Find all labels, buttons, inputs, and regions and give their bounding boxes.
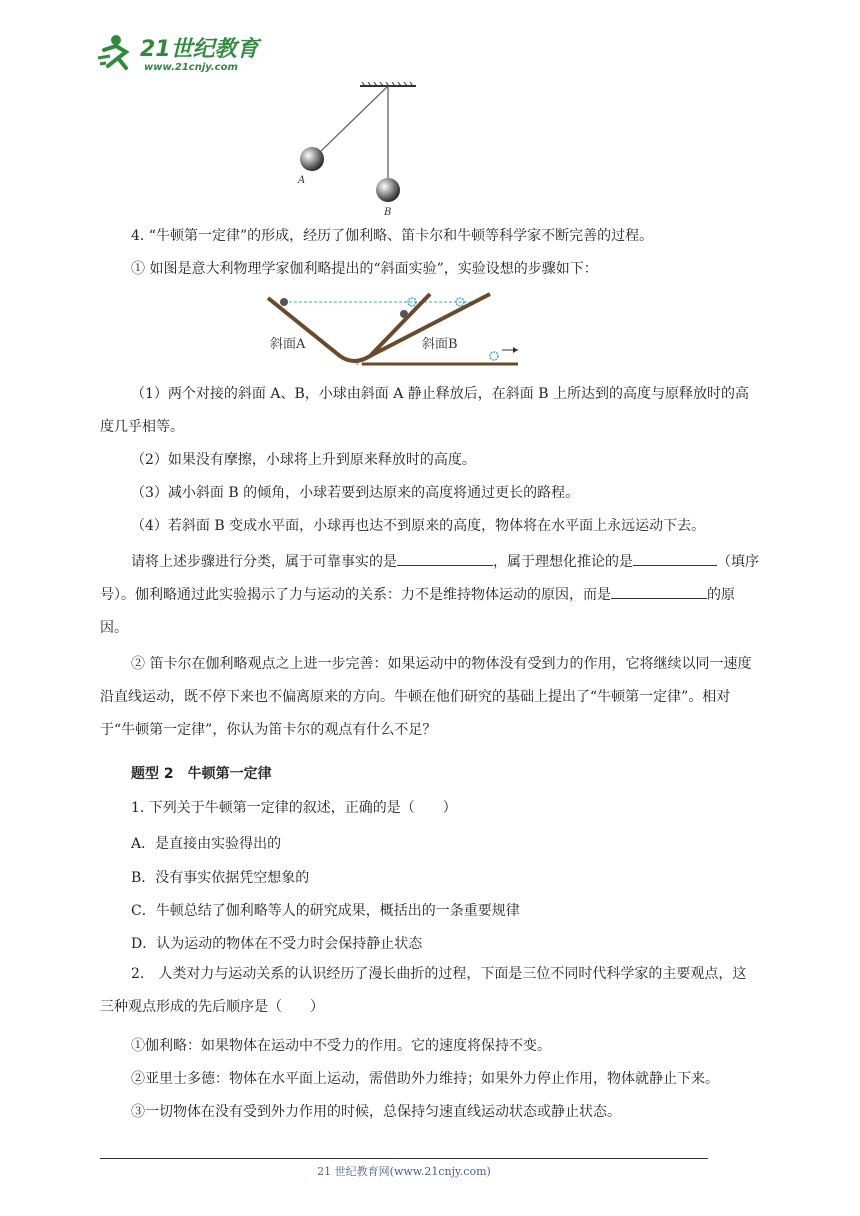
incline-a-label: 斜面A	[270, 337, 306, 352]
logo-title: 21世纪教育	[140, 37, 259, 62]
q2-view-2: ②亚里士多德：物体在水平面上运动，需借助外力维持；如果外力停止作用，物体就静止下来。	[131, 1071, 719, 1087]
classify-question: 请将上述步骤进行分类，属于可靠事实的是 ，属于理想化推论的是 （填序号）。伽利略通过此实验揭示了力与运动的关系：力不是维持物体运动的原因，而是 的原因。	[100, 546, 760, 645]
ball-a	[300, 147, 324, 171]
answer-blank-facts[interactable]	[397, 551, 493, 566]
arrow-right-icon	[513, 347, 518, 353]
q2-view-3: ③一切物体在没有受到外力作用的时候，总保持匀速直线运动状态或静止状态。	[131, 1104, 621, 1120]
q2-view-1: ①伽利略：如果物体在运动中不受力的作用。它的速度将保持不变。	[131, 1038, 551, 1054]
step-2: （2）如果没有摩擦，小球将上升到原来释放时的高度。	[131, 452, 476, 468]
pendulum-figure	[292, 82, 432, 222]
q1-option-a[interactable]: A．是直接由实验得出的	[131, 836, 282, 852]
step-1: （1）两个对接的斜面 A、B，小球由斜面 A 静止释放后，在斜面 B 上所达到的高度与原释放时的高度几乎相等。	[100, 386, 749, 435]
incline-b-label: 斜面B	[422, 337, 458, 352]
site-logo	[96, 28, 266, 80]
footer-divider	[100, 1158, 708, 1159]
q4-part2: ② 笛卡尔在伽利略观点之上进一步完善：如果运动中的物体没有受到力的作用，它将继续以同一速度沿直线运动，既不停下来也不偏离原来的方向。牛顿在他们研究的基础上提出了“牛顿第一定律”。相对于“牛顿第一定律”，你认为笛卡尔的观点有什么不足？	[100, 656, 752, 738]
footer-text[interactable]: 21 世纪教育网(www.21cnjy.com)	[317, 1165, 491, 1178]
label-b: B	[384, 207, 392, 218]
q2-stem: 2. 人类对力与运动关系的认识经历了漫长曲折的过程，下面是三位不同时代科学家的主要观点，这三种观点形成的先后顺序是（ ）	[100, 966, 747, 1015]
q1-option-d[interactable]: D．认为运动的物体在不受力时会保持静止状态	[131, 936, 423, 952]
answer-blank-force-role[interactable]	[611, 584, 707, 599]
ball-start	[280, 298, 288, 306]
q1-option-c[interactable]: C．牛顿总结了伽利略等人的研究成果，概括出的一条重要规律	[131, 903, 520, 919]
ball-b	[376, 178, 400, 202]
label-a: A	[298, 175, 306, 186]
section-title: 题型 2 牛顿第一定律	[131, 766, 272, 782]
q4-stem: 4. “牛顿第一定律”的形成，经历了伽利略、笛卡尔和牛顿等科学家不断完善的过程。	[131, 228, 654, 244]
logo-url: www.21cnjy.com	[144, 62, 238, 73]
q1-option-b[interactable]: B．没有事实依据凭空想象的	[131, 870, 310, 886]
incline-experiment-figure	[262, 290, 526, 370]
q1-stem: 1. 下列关于牛顿第一定律的叙述，正确的是（ ）	[131, 800, 457, 816]
answer-blank-inference[interactable]	[633, 551, 717, 566]
q4-part1-intro: ① 如图是意大利物理学家伽利略提出的“斜面实验”，实验设想的步骤如下：	[131, 261, 598, 277]
step-4: （4）若斜面 B 变成水平面，小球再也达不到原来的高度，物体将在水平面上永远运动下去。	[131, 518, 706, 534]
step-3: （3）减小斜面 B 的倾角，小球若要到达原来的高度将通过更长的路程。	[131, 485, 580, 501]
